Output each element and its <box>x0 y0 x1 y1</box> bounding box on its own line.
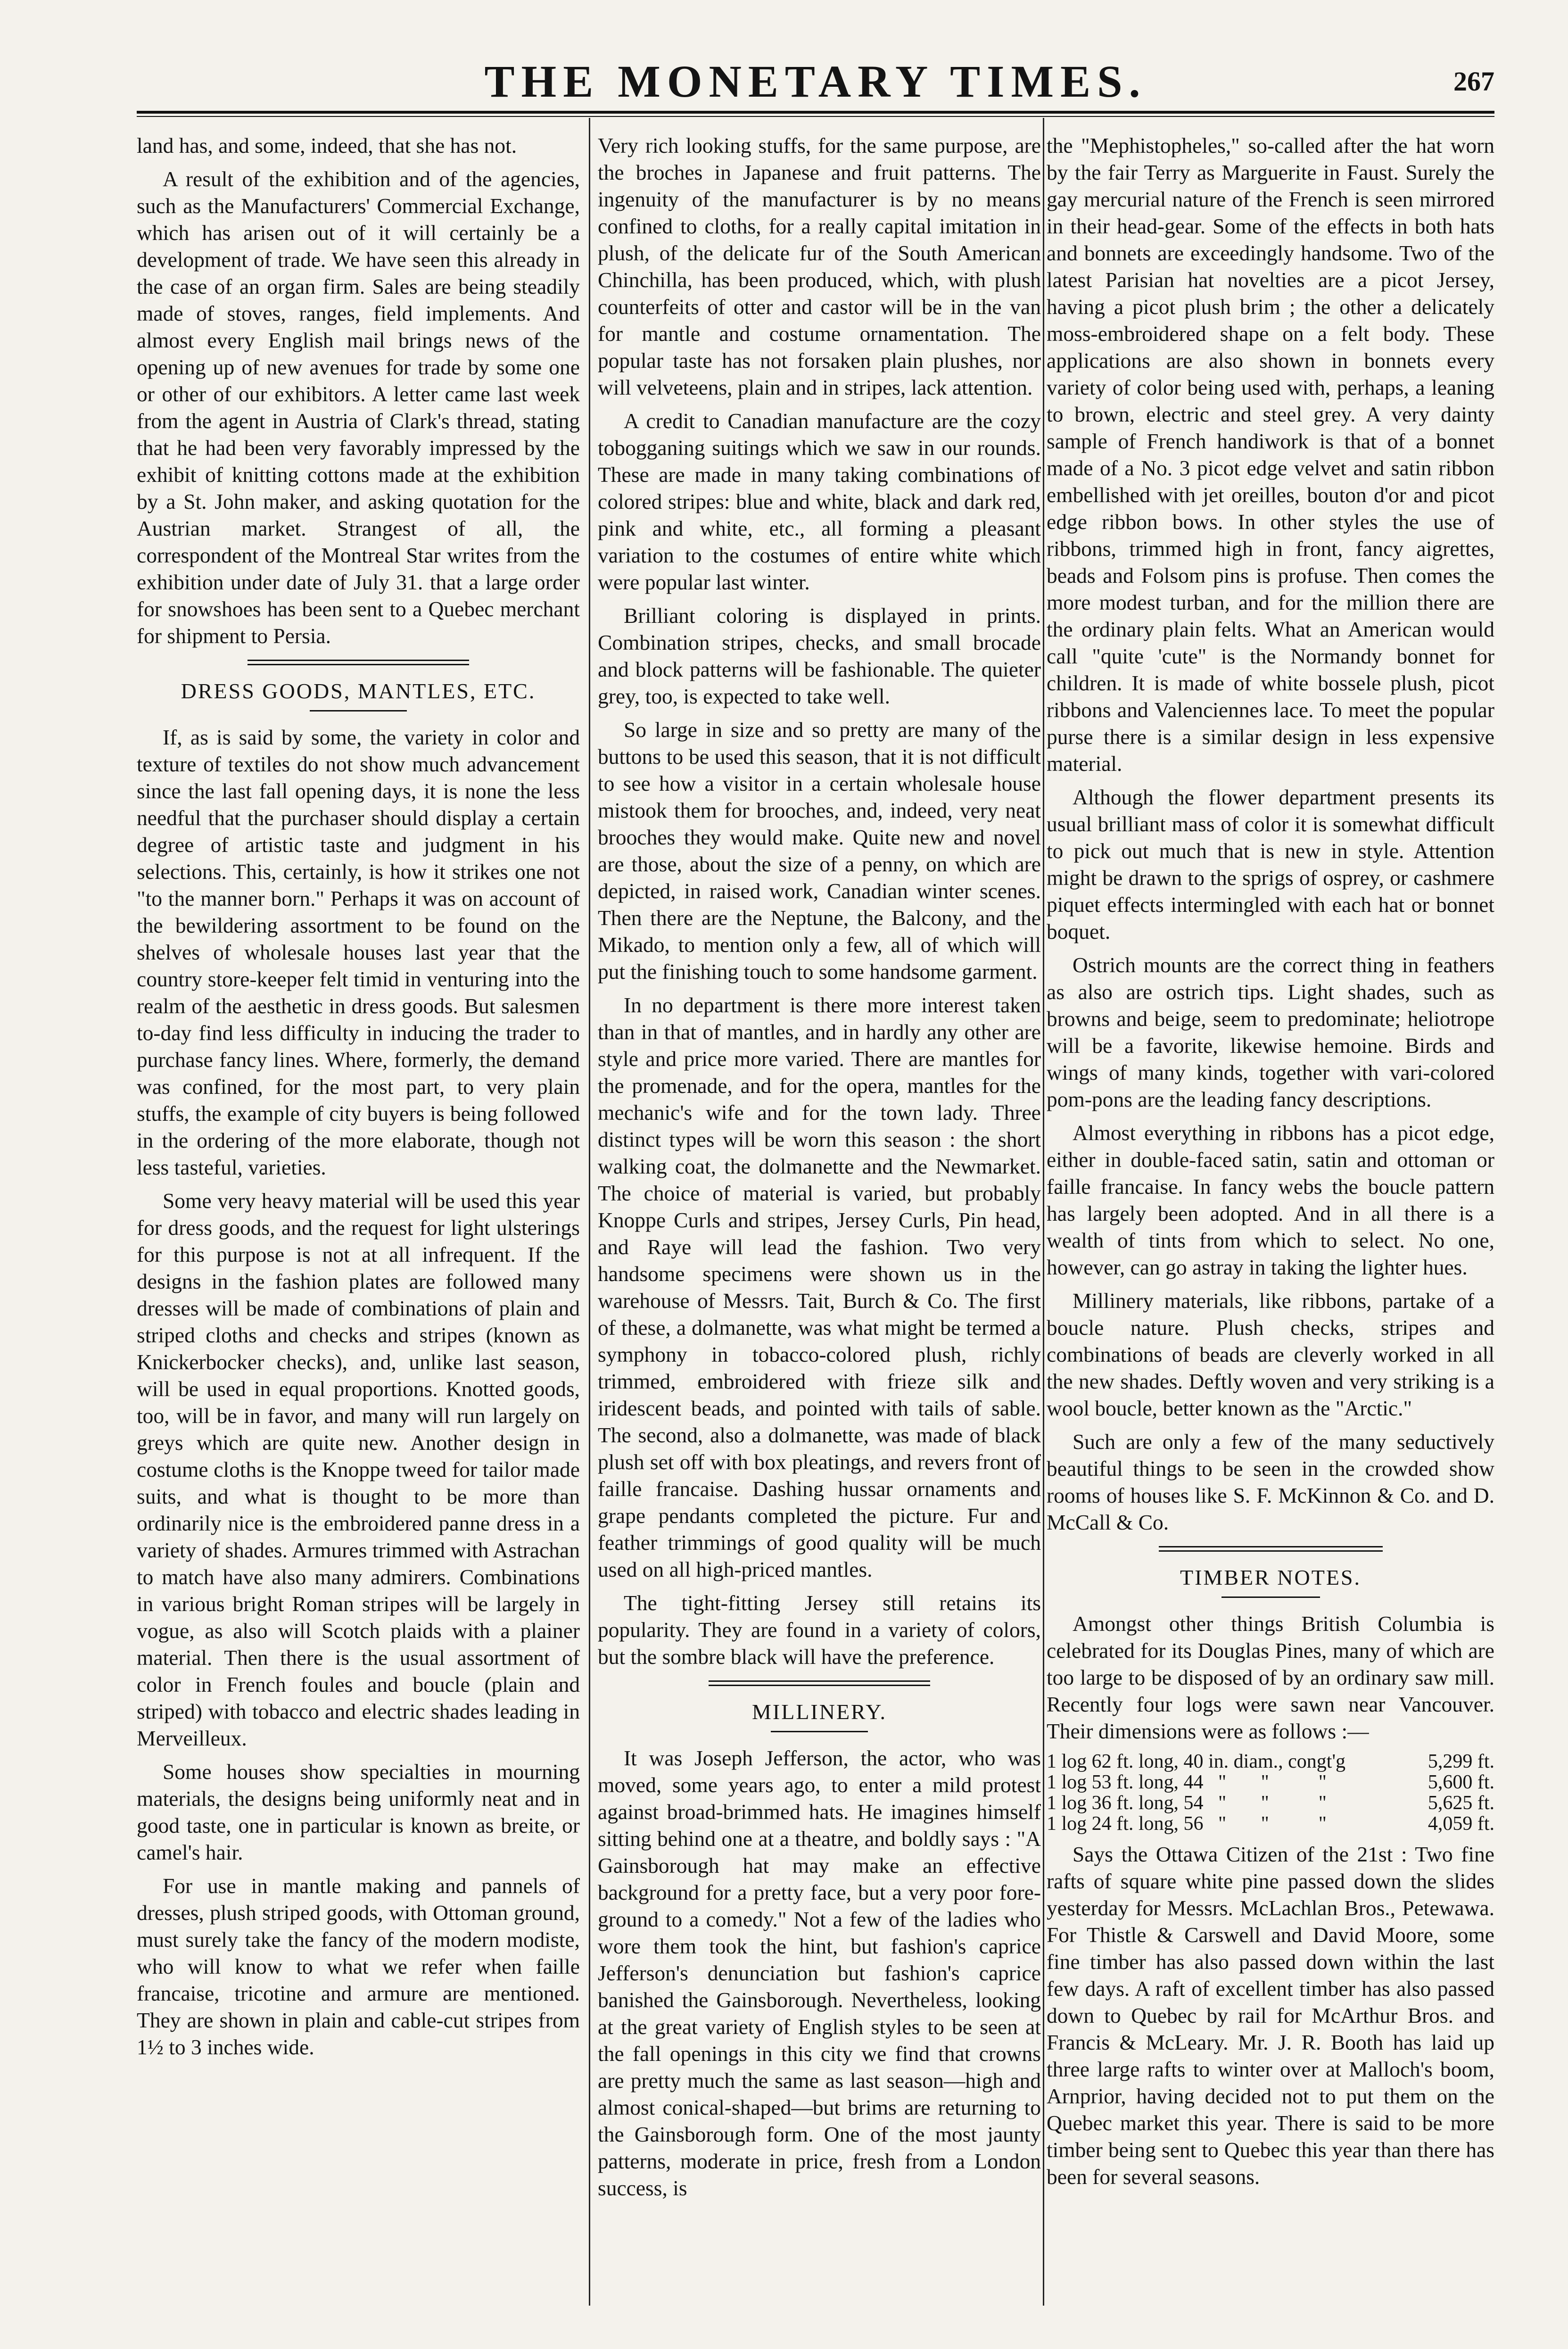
section-title: MILLINERY. <box>752 1700 887 1724</box>
log-row <box>1047 1772 1494 1793</box>
section-title: DRESS GOODS, MANTLES, ETC. <box>181 679 536 703</box>
paragraph: Some very heavy material will be used this year for dress goods, and the request for light ulsterings for this purpose is not at all infrequent. If the designs in the fashion plates are followed many dresses will be made of combinations of plain and striped cloths and checks and stripes (known as Knickerbocker checks), and, unlike last season, will be used in equal proportions. Knotted goods, too, will be in favor, and many will run largely on greys which are quite new. Another design in costume cloths is the Knoppe tweed for tailor made suits, and what is thought to be more than ordinarily nice is the embroidered panne dress in a variety of shades. Armures trimmed with Astrachan to match have also many admirers. Combinations in various bright Roman stripes will be largely in vogue, as also will Scotch plaids with a plainer material. Then there is the usual assortment of color in French foules and boucle (plain and striped) with tobacco and electric shades leading in Merveilleux. <box>137 1189 580 1750</box>
paragraph: Very rich looking stuffs, for the same purpose, are the broches in Japanese and fruit patterns. The ingenuity of the manufacturer is by no means confined to cloths, for a really capital imitation in plush, of the delicate fur of the South American Chinchilla, has been produced, which, with plush counterfeits of otter and castor will be in the van for mantle and costume ornamentation. The popular taste has not forsaken plain plushes, nor will velveteens, plain and in stripes, lack attention. <box>598 133 1041 399</box>
log-volume: 4,059 ft. <box>1428 1813 1494 1835</box>
paragraph: Some houses show specialties in mourning materials, the designs being uniformly neat and in good taste, one in particular is known as breite, or camel's hair. <box>137 1760 580 1864</box>
section-divider <box>709 1680 930 1686</box>
column-divider <box>589 118 590 2306</box>
header-rule-thin <box>137 116 1494 117</box>
section-header-millinery <box>598 1680 1041 1732</box>
paragraph: Almost everything in ribbons has a picot edge, either in double-faced satin, satin and ottoman or faille francaise. In fancy webs the boucle pattern has largely been adopted. And in all there is a wealth of tints from which to select. No one, however, can go astray in taking the lighter hues. <box>1047 1121 1494 1279</box>
log-description: 1 log 53 ft. long, 44 " " " <box>1047 1771 1327 1793</box>
short-rule <box>771 1731 868 1732</box>
section-header-timber-notes <box>1047 1546 1494 1598</box>
section-divider <box>1159 1546 1383 1552</box>
header-rule <box>137 111 1494 114</box>
paragraph: the "Mephistopheles," so-called after the hat worn by the fair Terry as Marguerite in Faust. Surely the gay mercurial nature of the French is seen mirrored in their head-gear. Some of the effects in both hats and bonnets are exceedingly handsome. Two of the latest Parisian hat novelties are a picot Jersey, having a picot plush brim ; the other a delicately moss-embroidered shape on a felt body. These applications are also shown in bonnets every variety of color being used with, perhaps, a leaning to brown, electric and steel grey. A very dainty sample of French handiwork is that of a bonnet made of a No. 3 picot edge velvet and satin ribbon embellished with jet oreilles, bouton d'or and picot edge ribbon bows. In other styles the use of ribbons, trimmed high in front, fancy aigrettes, beads and Folsom pins is profuse. Then comes the more modest turban, and for the million there are the ordinary plain felts. What an American would call "quite 'cute" is the Normandy bonnet for children. It is made of white bossele plush, picot ribbons and Valenciennes lace. To meet the popular purse there is a similar design in less expensive material. <box>1047 133 1494 776</box>
masthead <box>137 50 1494 116</box>
paragraph: Although the flower department presents its usual brilliant mass of color it is somewhat difficult to pick out much that is new in style. Attention might be drawn to the sprigs of osprey, or cashmere piquet effects intermingled with each hat or bonnet boquet. <box>1047 785 1494 943</box>
log-volume: 5,625 ft. <box>1428 1792 1494 1814</box>
short-rule <box>310 710 407 711</box>
paragraph: land has, and some, indeed, that she has not. <box>137 133 517 157</box>
paragraph: In no department is there more interest taken than in that of mantles, and in hardly any other are style and price more varied. There are mantles for the promenade, and for the opera, mantles for the mechanic's wife and for the town lady. Three distinct types will be worn this season : the short walking coat, the dolmanette and the Newmarket. The choice of material is varied, but probably Knoppe Curls and stripes, Jersey Curls, Pin head, and Raye will lead the fashion. Two very handsome specimens were shown us in the warehouse of Messrs. Tait, Burch & Co. The first of these, a dolmanette, was what might be termed a symphony in tobacco-colored plush, richly trimmed, embroidered with frieze silk and iridescent beads, and pointed with tails of sable. The second, also a dolmanette, was made of black plush set off with box pleatings, and revers front of faille francaise. Dashing hussar ornaments and grape pendants completed the picture. Fur and feather trimmings of good quality will be much used on all high-priced mantles. <box>598 993 1041 1581</box>
paragraph: Amongst other things British Columbia is celebrated for its Douglas Pines, many of which are too large to be disposed of by an ordinary saw mill. Recently four logs were sawn near Vancouver. Their dimensions were as follows :— <box>1047 1612 1494 1743</box>
publication-title: THE MONETARY TIMES. <box>484 56 1147 107</box>
log-row <box>1047 1751 1494 1772</box>
paragraph: Such are only a few of the many seductively beautiful things to be seen in the crowded show rooms of houses like S. F. McKinnon & Co. and D. McCall & Co. <box>1047 1430 1494 1534</box>
log-dimensions-table <box>1047 1751 1494 1834</box>
page-number: 267 <box>1453 66 1494 97</box>
paragraph: Ostrich mounts are the correct thing in feathers as also are ostrich tips. Light shades, such as browns and beige, seem to predominate; heliotrope will be a favorite, likewise hemoine. Birds and wings of many kinds, together with vari-colored pom-pons are the leading fancy descriptions. <box>1047 953 1494 1111</box>
paragraph: If, as is said by some, the variety in color and texture of textiles do not show much advancement since the last fall opening days, it is none the less needful that the purchaser should display a certain degree of artistic taste and judgment in his selections. This, certainly, is how it strikes one not "to the manner born." Perhaps it was on account of the bewildering assortment to be found on the shelves of wholesale houses last year that the country store-keeper felt timid in venturing into the realm of the aesthetic in dress goods. But salesmen to-day find less difficulty in inducing the trader to purchase fancy lines. Where, formerly, the demand was confined, for the most part, to very plain stuffs, the example of city buyers is being followed in the ordering of the more elaborate, though not less tasteful, varieties. <box>137 725 580 1179</box>
paragraph: For use in mantle making and pannels of dresses, plush striped goods, with Ottoman ground, must surely take the fancy of the modern modiste, who will know to what we refer when faille francaise, tricotine and armure are mentioned. They are shown in plain and cable-cut stripes from 1½ to 3 inches wide. <box>137 1874 580 2059</box>
section-divider <box>248 660 469 665</box>
paragraph: A credit to Canadian manufacture are the cozy tobogganing suitings which we saw in our rounds. These are made in many taking combinations of colored stripes: blue and white, black and dark red, pink and white, etc., all forming a pleasant variation to the costumes of entire white which were popular last winter. <box>598 409 1041 594</box>
log-description: 1 log 36 ft. long, 54 " " " <box>1047 1792 1327 1814</box>
log-row <box>1047 1793 1494 1813</box>
section-title: TIMBER NOTES. <box>1180 1565 1361 1589</box>
column-3 <box>1047 132 1494 2310</box>
column-2 <box>598 132 1041 2310</box>
paragraph: A result of the exhibition and of the agencies, such as the Manufacturers' Commercial Exchange, which has arisen out of it will certainly be a development of trade. We have seen this already in the case of an organ firm. Sales are being steadily made of stoves, ranges, field implements. And almost every English mail brings news of the opening up of new avenues for trade by some one or other of our exhibitors. A letter came last week from the agent in Austria of Clark's thread, stating that he had been very favorably impressed by the exhibit of knitting cottons made at the exhibition by a St. John maker, and asking quotation for the Austrian market. Strangest of all, the correspondent of the Montreal Star writes from the exhibition under date of July 31. that a large order for snowshoes has been sent to a Quebec merchant for shipment to Persia. <box>137 167 580 648</box>
section-header-dress-goods <box>137 660 580 711</box>
column-divider <box>1043 118 1044 2306</box>
short-rule <box>1221 1596 1320 1598</box>
paragraph: It was Joseph Jefferson, the actor, who was moved, some years ago, to enter a mild protest against broad-brimmed hats. He imagines himself sitting behind one at a theatre, and boldly says : "A Gainsborough hat may make an effective background for a pretty face, but a very poor fore-ground to a comedy." Not a few of the ladies who wore them took the hint, but fashion's caprice Jefferson's denunciation but fashion's caprice banished the Gainsborough. Nevertheless, looking at the great variety of English styles to be seen at the fall openings in this city we find that crowns are pretty much the same as last season—high and almost conical-shaped—but brims are returning to the Gainsborough form. One of the most jaunty patterns, moderate in price, fresh from a London success, is <box>598 1746 1041 2200</box>
paragraph: Says the Ottawa Citizen of the 21st : Two fine rafts of square white pine passed down the slides yesterday for Messrs. McLachlan Bros., Petewawa. For Thistle & Carswell and David Moore, some fine timber has also passed down within the last few days. A raft of excellent timber has also passed down to Quebec by rail for McArthur Bros. and Francis & McLeary. Mr. J. R. Booth has laid up three large rafts to winter over at Malloch's boom, Arnprior, having decided not to put them on the Quebec market this year. There is said to be more timber being sent to Quebec this year than there has been for several seasons. <box>1047 1842 1494 2189</box>
log-volume: 5,299 ft. <box>1428 1751 1494 1772</box>
paragraph: The tight-fitting Jersey still retains its popularity. They are found in a variety of colors, but the sombre black will have the preference. <box>598 1591 1041 1669</box>
paragraph: Millinery materials, like ribbons, partake of a boucle nature. Plush checks, stripes and combinations of beads are cleverly worked in all the new shades. Deftly woven and very striking is a wool boucle, better known as the "Arctic." <box>1047 1289 1494 1420</box>
log-description: 1 log 62 ft. long, 40 in. diam., congt'g <box>1047 1751 1346 1772</box>
paragraph: So large in size and so pretty are many of the buttons to be used this season, that it is not difficult to see how a visitor in a certain wholesale house mistook them for brooches, and, indeed, very neat brooches they would make. Quite new and novel are those, about the size of a penny, on which are depicted, in raised work, Canadian winter scenes. Then there are the Neptune, the Balcony, and the Mikado, to mention only a few, all of which will put the finishing touch to some handsome garment. <box>598 718 1041 984</box>
log-description: 1 log 24 ft. long, 56 " " " <box>1047 1813 1327 1835</box>
paragraph: Brilliant coloring is displayed in prints. Combination stripes, checks, and small brocade and block patterns will be fashionable. The quieter grey, too, is expected to take well. <box>598 604 1041 708</box>
column-1 <box>137 132 580 2310</box>
log-row <box>1047 1813 1494 1834</box>
log-volume: 5,600 ft. <box>1428 1771 1494 1793</box>
